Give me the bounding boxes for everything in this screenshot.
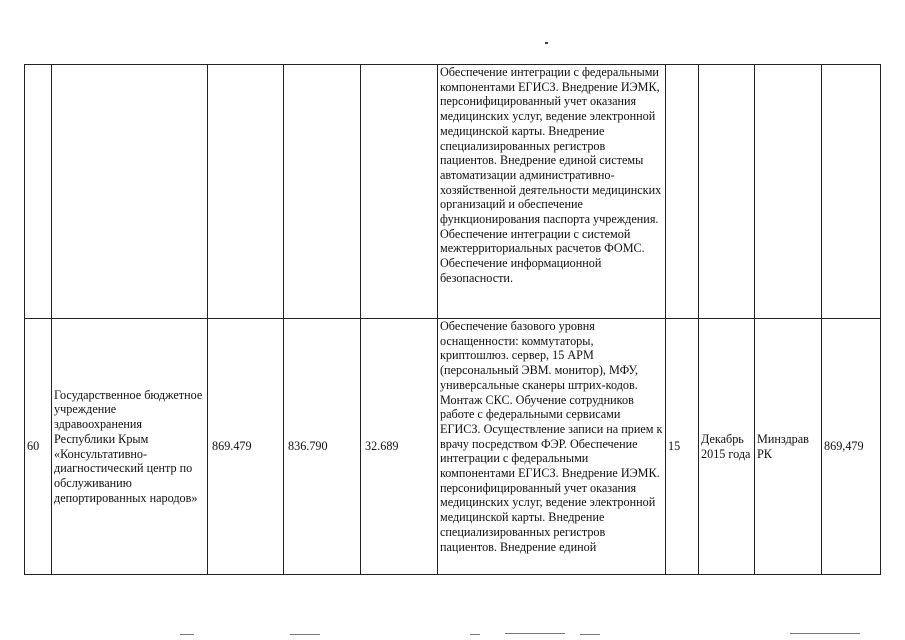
measures-text: Обеспечение интеграции с федеральными компонентами ЕГИСЗ. Внедрение ИЭМК, персонифицированный учет оказания медицинских услуг, ведение электронной медицинской карты. Внедрение специализированных регистров пациентов. Внедрение единой системы автоматизации административно-хозяйственной деятельности медицинских организаций и обеспечение функционирования паспорта учреждения. Обеспечение интеграции с системой межтерриториальных расчетов ФОМС. Обеспечение информационной безопасности. [440, 65, 662, 285]
responsible-executor: Минздрав РК [755, 319, 822, 575]
federal-amount [284, 65, 361, 319]
measures-description [438, 319, 666, 575]
institution-name: Государственное бюджетное учреждение здравоохранения Республики Крым «Консультативно-диагностический центр по обслуживанию депортированных народов» [52, 319, 208, 575]
table-row [25, 65, 881, 319]
regional-amount [361, 65, 438, 319]
deadline: Декабрь 2015 года [699, 319, 755, 575]
regional-amount: 32.689 [361, 319, 438, 575]
workstation-count: 15 [666, 319, 699, 575]
table-row [25, 319, 881, 575]
institution-name [52, 65, 208, 319]
scan-artifact [790, 633, 860, 634]
scan-speck [545, 42, 548, 44]
measures-text: Обеспечение базового уровня оснащенности: коммутаторы, криптошлюз. сервер, 15 АРМ (персональный ЭВМ. монитор), МФУ, универсальные сканеры штрих-кодов. Монтаж СКС. Обучение сотрудников работе с федеральными сервисами ЕГИСЗ. Осуществление записи на прием к врачу посредством ФЭР. Обеспечение интеграции с федеральными компонентами ЕГИСЗ. Внедрение ИЭМК. персонифицированный учет оказания медицинских услуг, ведение электронной медицинской карты. Внедрение специализированных регистров пациентов. Внедрение единой [440, 319, 663, 554]
scan-artifact [290, 634, 320, 635]
total-amount [208, 65, 284, 319]
scan-artifact [470, 634, 480, 635]
scan-artifact [505, 633, 565, 634]
row-number [25, 65, 52, 319]
federal-amount: 836.790 [284, 319, 361, 575]
scan-artifact [180, 634, 194, 635]
deadline [699, 65, 755, 319]
scan-artifact [580, 634, 600, 635]
responsible-executor [755, 65, 822, 319]
program-table [24, 64, 881, 575]
workstation-count [666, 65, 699, 319]
row-number: 60 [25, 319, 52, 575]
measures-description [438, 65, 666, 319]
financing-amount [822, 65, 881, 319]
financing-amount: 869,479 [822, 319, 881, 575]
total-amount: 869.479 [208, 319, 284, 575]
